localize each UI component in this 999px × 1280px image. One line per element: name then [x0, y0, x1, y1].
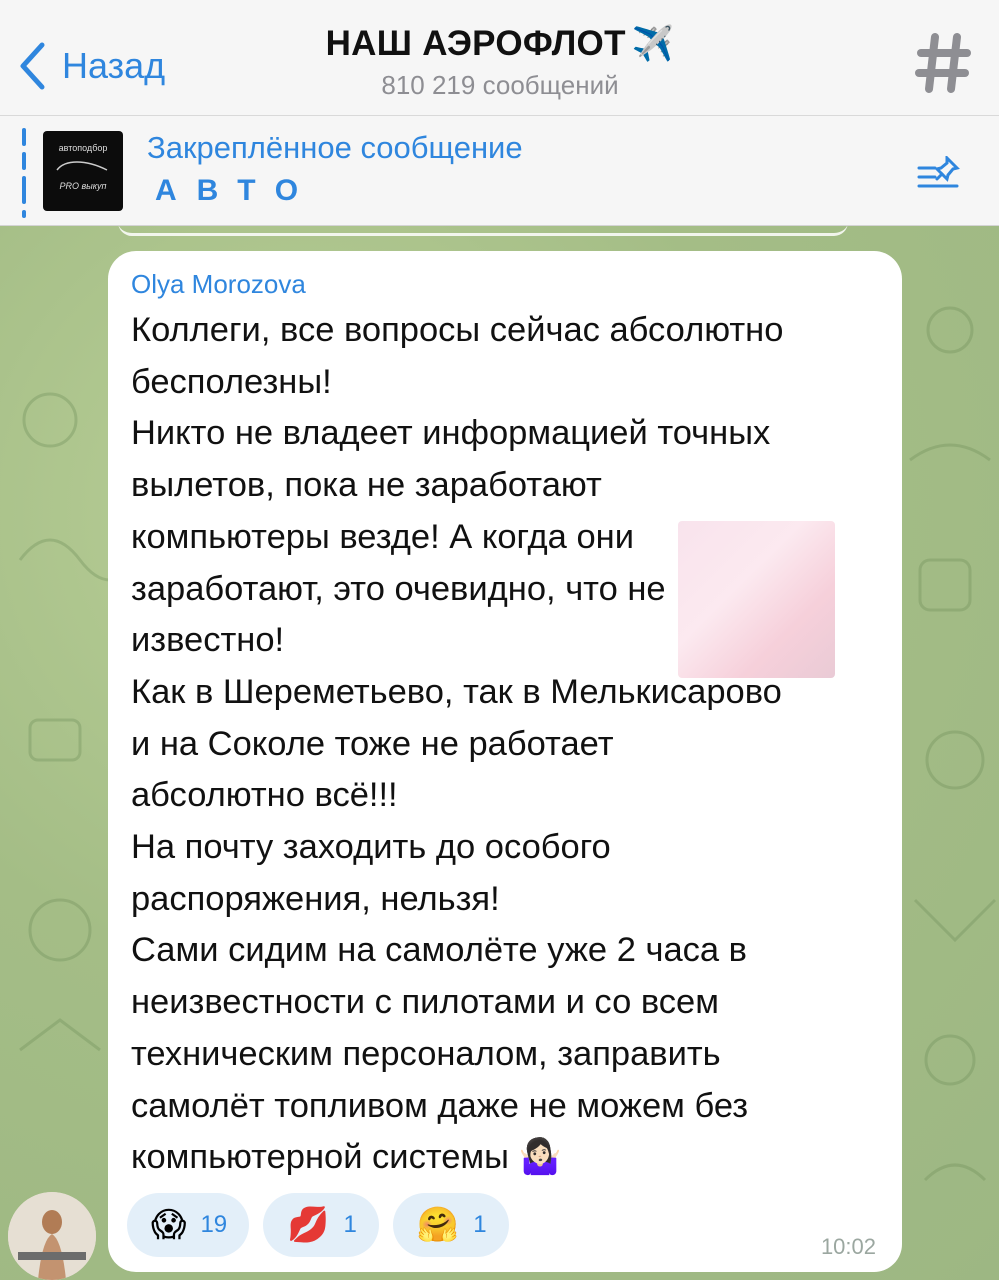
message-count: 810 219 сообщений	[381, 70, 619, 100]
pinned-title: Закреплённое сообщение	[147, 130, 523, 165]
chevron-left-icon	[18, 40, 48, 92]
chat-title-block[interactable]	[250, 24, 750, 101]
message-time: 10:02	[820, 1234, 876, 1259]
back-button[interactable]	[18, 40, 165, 92]
message-bubble[interactable]	[108, 251, 902, 1272]
reaction-count: 1	[473, 1211, 487, 1238]
pinned-list-icon[interactable]	[917, 156, 965, 192]
pinned-preview: АВТО	[155, 174, 319, 207]
airplane-icon: ✈️	[631, 25, 675, 63]
reaction-scream[interactable]	[127, 1193, 249, 1257]
reaction-hug[interactable]	[393, 1193, 509, 1257]
pinned-thumb-text-1: автоподбор	[58, 143, 108, 153]
sender-avatar[interactable]	[8, 1192, 96, 1280]
pinned-indicator	[22, 128, 26, 214]
reaction-count: 19	[200, 1211, 228, 1238]
kiss-emoji-icon: 💋	[287, 1205, 330, 1245]
back-label: Назад	[62, 45, 166, 86]
pinned-message-bar[interactable]	[0, 116, 999, 226]
pinned-thumbnail	[43, 131, 123, 211]
chat-title	[250, 24, 750, 64]
car-icon	[53, 159, 113, 173]
reaction-kiss[interactable]	[263, 1193, 379, 1257]
message-text: Коллеги, все вопросы сейчас абсолютно бесполезны! Никто не владеет информацией точных вылетов, пока не заработают компьютеры везде! А когда они заработают, это очевидно, что не известно! Как в Шереметьево, так в Мелькисарово и на Соколе тоже не работает абсолютно всё!!! На почту заходить до особого распоряжения, нельзя! Сами сидим на самолёте уже 2 часа в неизвестности с пилотами и со всем техническим персоналом, заправить самолёт топливом даже не можем без компьютерной системы 🤷🏻‍♀️	[131, 311, 784, 1177]
scream-emoji-icon: 😱	[151, 1205, 187, 1245]
sender-name[interactable]: Olya Morozova	[131, 269, 306, 299]
chat-title-text: НАШ АЭРОФЛОТ	[325, 24, 626, 63]
reactions-row	[127, 1193, 509, 1257]
hug-emoji-icon: 🤗	[416, 1205, 460, 1245]
hash-icon[interactable]	[913, 28, 973, 98]
reaction-count: 1	[343, 1211, 357, 1238]
pinned-thumb-text-2: PRO выкуп	[59, 181, 107, 191]
chat-header	[0, 0, 999, 116]
